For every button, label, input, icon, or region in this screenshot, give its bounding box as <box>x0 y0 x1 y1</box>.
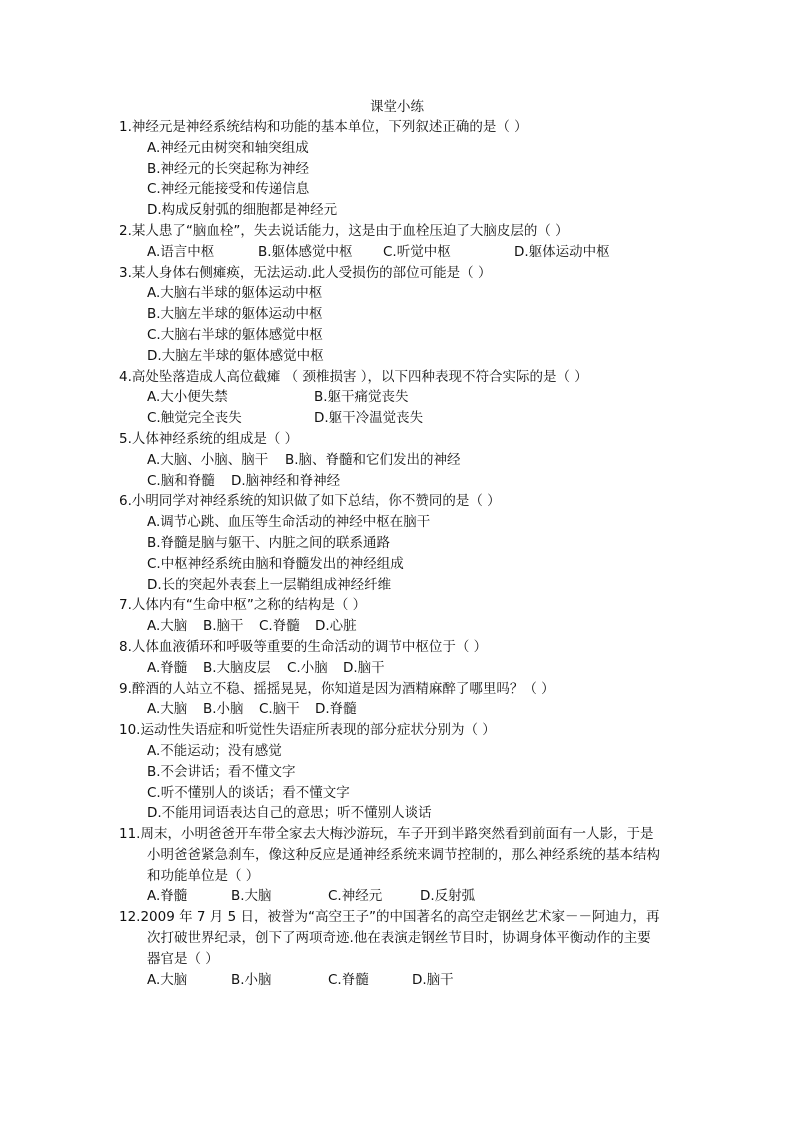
question-stem-line: 次打破世界纪录，创下了两项奇迹.他在表演走钢丝节目时，协调身体平衡动作的主要 <box>147 930 651 947</box>
option-b: B.神经元的长突起称为神经 <box>147 160 310 177</box>
question-list <box>119 117 679 990</box>
options-row <box>119 387 679 408</box>
option-c: C.听不懂别人的谈话；看不懂文字 <box>147 784 350 801</box>
option-a: A.神经元由树突和轴突组成 <box>147 139 309 156</box>
option-d: D.躯体运动中枢 <box>514 243 610 260</box>
options-row <box>119 450 679 471</box>
question-stem: 6.小明同学对神经系统的知识做了如下总结，你不赞同的是（ ） <box>119 493 501 510</box>
option-c: C.神经元能接受和传递信息 <box>147 181 310 198</box>
option-b: B.躯干痛觉丧失 <box>314 389 409 406</box>
question-stem: 5.人体神经系统的组成是（ ） <box>119 430 299 447</box>
question-9 <box>119 679 679 721</box>
option-b: B.不会讲话；看不懂文字 <box>147 763 296 780</box>
option-a: A.调节心跳、血压等生命活动的神经中枢在脑干 <box>147 514 431 531</box>
option-d: D.反射弧 <box>420 888 476 905</box>
option-d: D.脑干 <box>412 971 454 988</box>
options-row <box>119 970 679 991</box>
question-stem: 8.人体血液循环和呼吸等重要的生命活动的调节中枢位于（ ） <box>119 638 488 655</box>
question-stem-line: 11.周末，小明爸爸开车带全家去大梅沙游玩，车子开到半路突然看到前面有一人影，于是 <box>119 826 654 843</box>
option-b: B.躯体感觉中枢 <box>258 243 353 260</box>
option-a: A.脊髓 <box>147 659 188 676</box>
options-row <box>119 658 679 679</box>
option-b: B.小脑 <box>203 701 244 718</box>
question-7 <box>119 595 679 637</box>
option-c: C.中枢神经系统由脑和脊髓发出的神经组成 <box>147 555 404 572</box>
options-row <box>119 699 679 720</box>
question-stem: 10.运动性失语症和听觉性失语症所表现的部分症状分别为（ ） <box>119 722 496 739</box>
option-d: D.心脏 <box>315 618 357 635</box>
option-d: D.脑干 <box>343 659 385 676</box>
option-d: D.不能用词语表达自己的意思；听不懂别人谈话 <box>147 805 432 822</box>
option-a: A.大脑、小脑、脑干 <box>147 451 269 468</box>
option-c: C.脊髓 <box>259 618 300 635</box>
question-12 <box>119 907 679 990</box>
question-stem-line: 和功能单位是（ ） <box>147 867 260 884</box>
worksheet-title: 课堂小练 <box>370 99 424 115</box>
option-b: B.脊髓是脑与躯干、内脏之间的联系通路 <box>147 534 391 551</box>
option-a: A.大脑 <box>147 971 188 988</box>
option-a: A.脊髓 <box>147 888 188 905</box>
question-stem: 3.某人身体右侧瘫痪，无法运动.此人受损伤的部位可能是（ ） <box>119 264 492 281</box>
option-d: D.脑神经和脊神经 <box>231 472 341 489</box>
option-d: D.大脑左半球的躯体感觉中枢 <box>147 347 324 364</box>
question-stem: 2.某人患了“脑血栓”，失去说话能力，这是由于血栓压迫了大脑皮层的（ ） <box>119 222 569 239</box>
question-stem-line: 器官是（ ） <box>147 950 219 967</box>
option-c: C.脊髓 <box>328 971 369 988</box>
option-b: B.大脑左半球的躯体运动中枢 <box>147 306 323 323</box>
question-stem: 9.醉酒的人站立不稳、摇摇晃晃，你知道是因为酒精麻醉了哪里吗？（ ） <box>119 680 555 697</box>
option-a: A.大脑 <box>147 618 188 635</box>
option-c: C.脑和脊髓 <box>147 472 215 489</box>
question-stem: 7.人体内有“生命中枢”之称的结构是（ ） <box>119 597 367 614</box>
option-d: D.构成反射弧的细胞都是神经元 <box>147 202 338 219</box>
option-d: D.躯干冷温觉丧失 <box>314 410 424 427</box>
option-c: C.神经元 <box>328 888 383 905</box>
option-a: A.大脑 <box>147 701 188 718</box>
question-5 <box>119 429 679 491</box>
question-11 <box>119 824 679 907</box>
option-b: B.大脑 <box>231 888 272 905</box>
question-stem: 1.神经元是神经系统结构和功能的基本单位，下列叙述正确的是（ ） <box>119 119 528 135</box>
options-row <box>119 616 679 637</box>
options-row <box>119 886 679 907</box>
option-d: D.长的突起外表套上一层鞘组成神经纤维 <box>147 576 392 593</box>
question-2 <box>119 221 679 263</box>
option-a: A.不能运动；没有感觉 <box>147 742 282 759</box>
question-stem: 4.高处坠落造成人高位截瘫 （ 颈椎损害 ），以下四种表现不符合实际的是（ ） <box>119 368 588 385</box>
question-6 <box>119 491 679 595</box>
options-row <box>119 408 679 429</box>
option-c: C.脑干 <box>259 701 300 718</box>
question-3 <box>119 263 679 367</box>
option-b: B.大脑皮层 <box>203 659 271 676</box>
question-stem-line: 小明爸爸紧急刹车，像这种反应是通神经系统来调节控制的，那么神经系统的基本结构 <box>147 846 660 863</box>
question-10 <box>119 720 679 824</box>
question-stem-line: 12.2009 年 7 月 5 日，被誉为“高空王子”的中国著名的高空走钢丝艺术家－－阿迪力，再 <box>119 909 660 926</box>
question-8 <box>119 637 679 679</box>
options-row <box>119 471 679 492</box>
option-a: A.大小便失禁 <box>147 389 228 406</box>
option-c: C.触觉完全丧失 <box>147 410 242 427</box>
option-b: B.小脑 <box>231 971 272 988</box>
option-a: A.语言中枢 <box>147 243 215 260</box>
options-row <box>119 242 679 263</box>
option-b: B.脑干 <box>203 618 244 635</box>
question-1 <box>119 117 679 221</box>
option-c: C.小脑 <box>287 659 328 676</box>
option-c: C.听觉中枢 <box>383 243 451 260</box>
option-a: A.大脑右半球的躯体运动中枢 <box>147 285 323 302</box>
question-4 <box>119 367 679 429</box>
option-b: B.脑、脊髓和它们发出的神经 <box>285 451 461 468</box>
option-c: C.大脑右半球的躯体感觉中枢 <box>147 326 323 343</box>
option-d: D.脊髓 <box>315 701 357 718</box>
